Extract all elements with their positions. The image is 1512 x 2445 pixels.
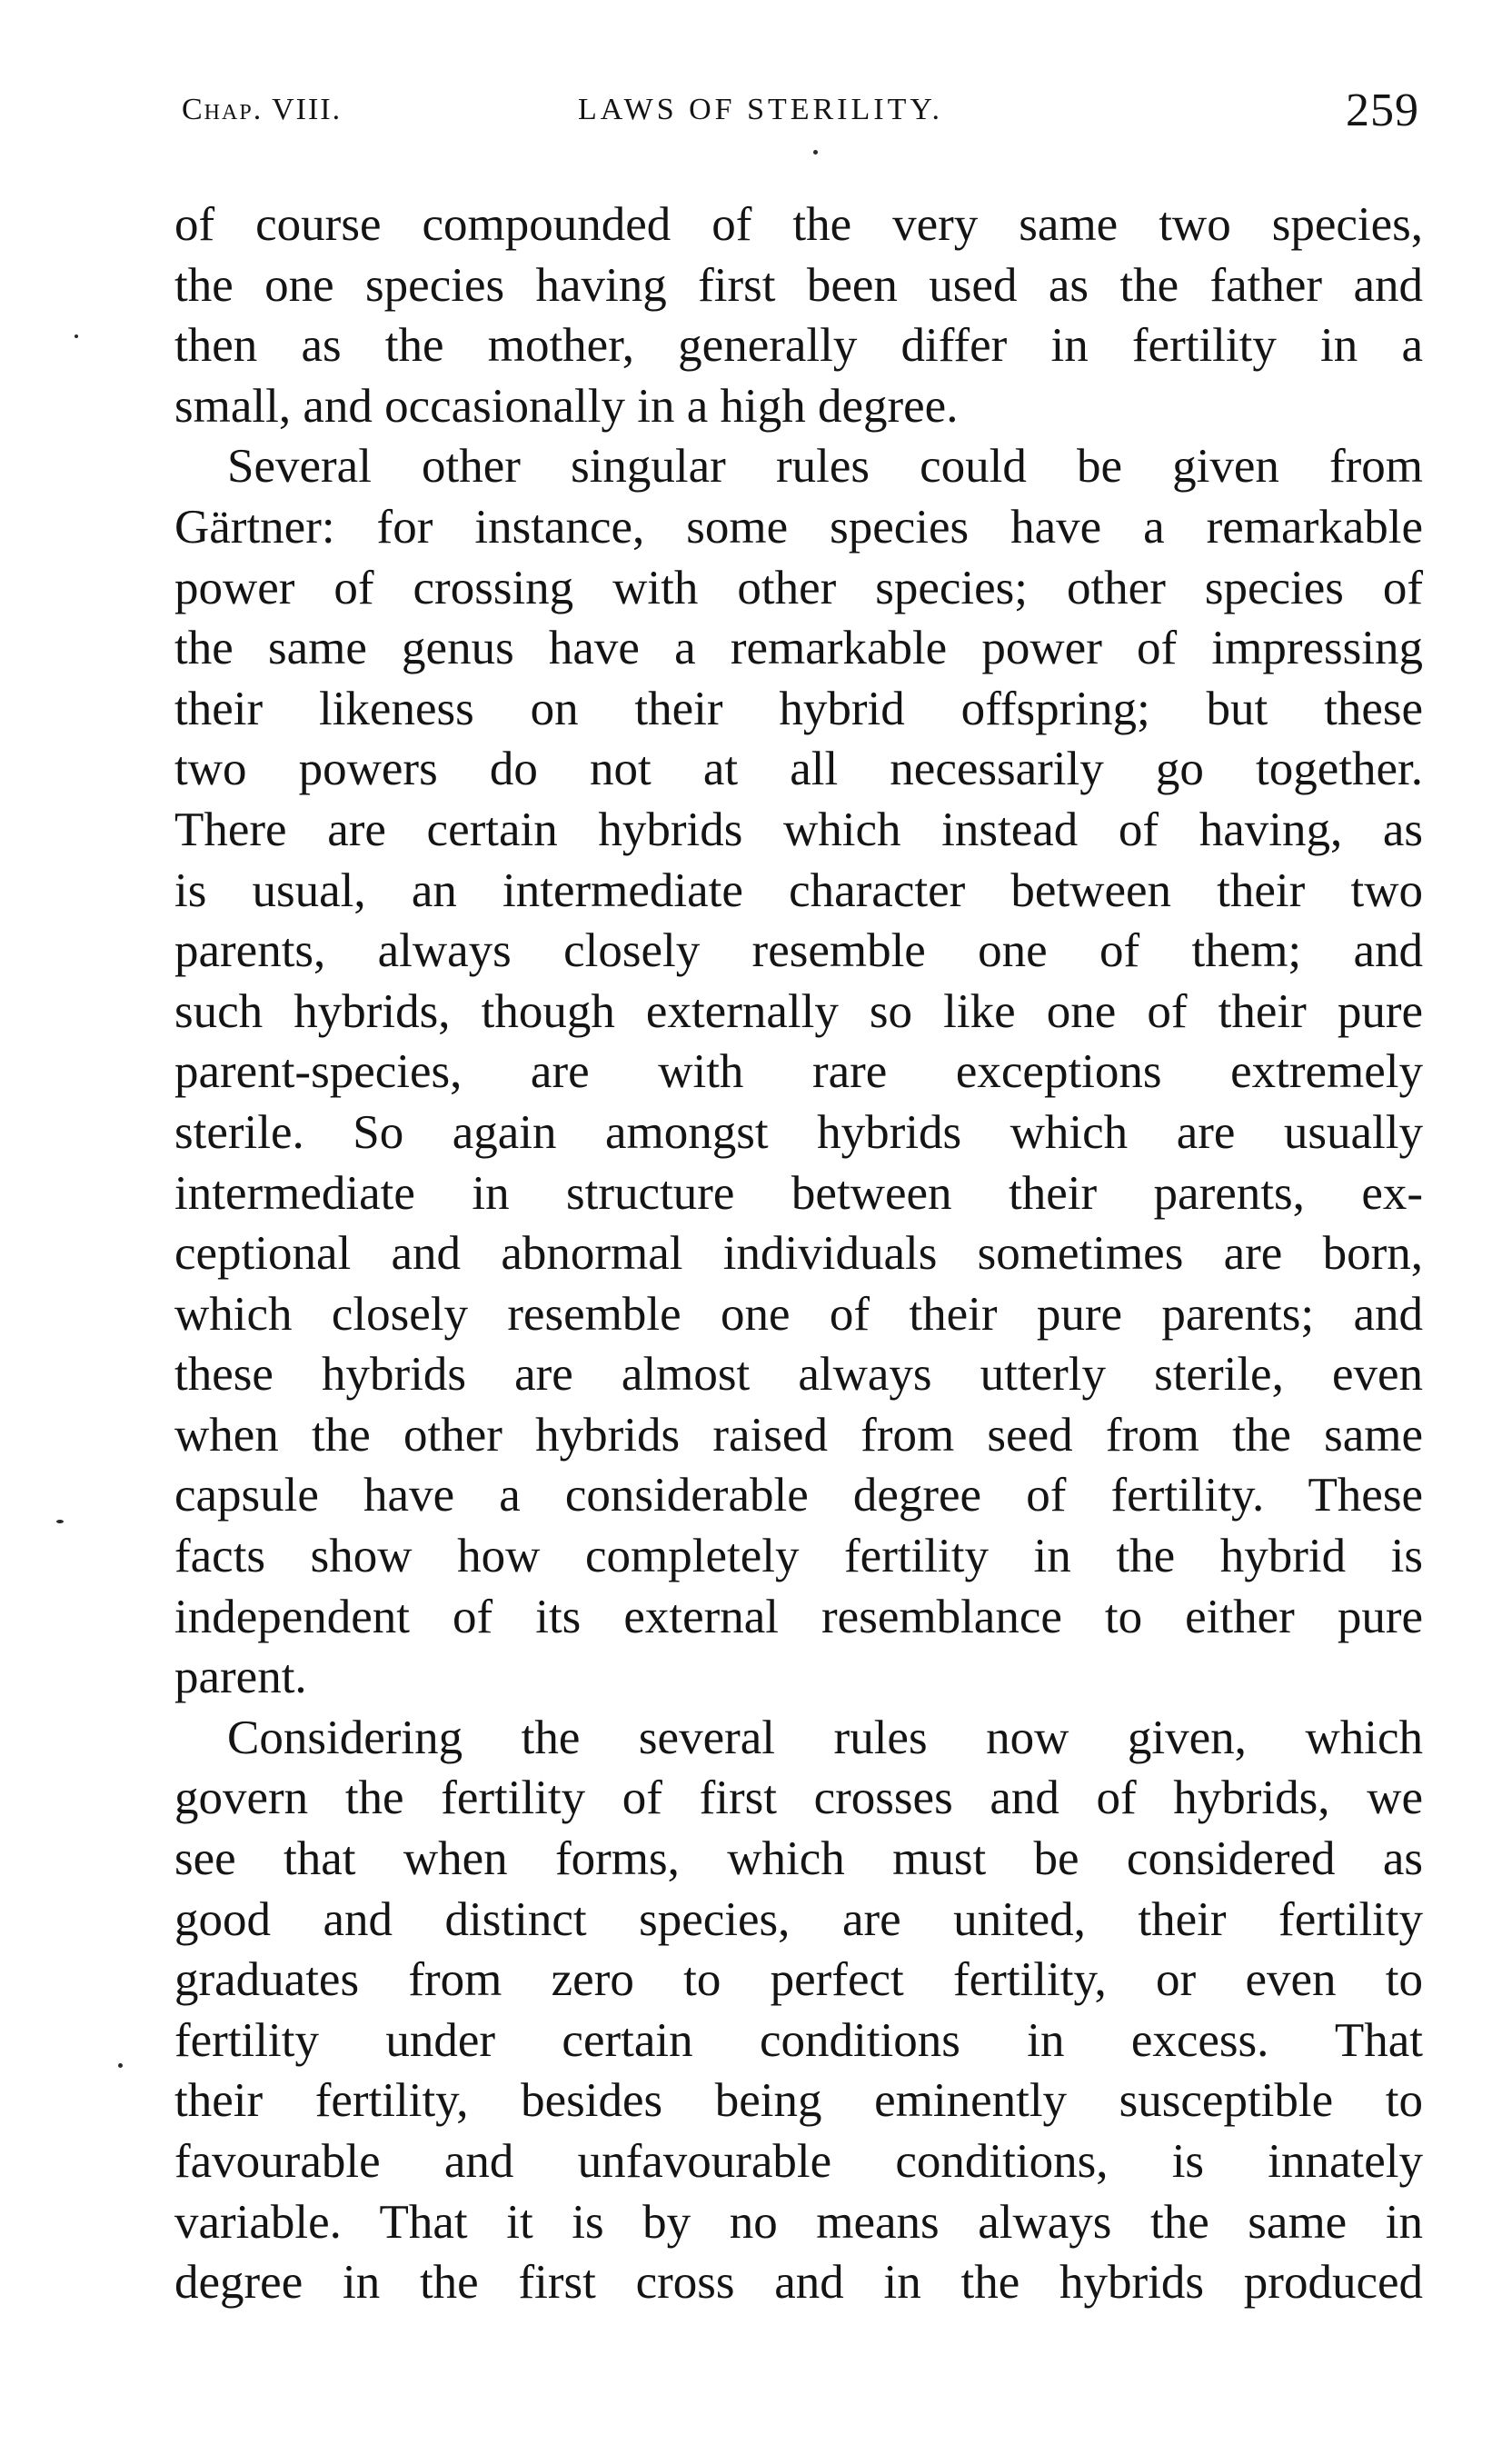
text-line: when the other hybrids raised from seed from the same [174,1408,1423,1462]
text-line: fertility under certain conditions in excess. That [174,2013,1423,2067]
text-line: graduates from zero to perfect fertility, or even to [174,1953,1423,2007]
text-line: capsule have a considerable degree of fertility. These [174,1469,1423,1522]
text-line: parent. [174,1651,307,1704]
text-line: see that when forms, which must be considered as [174,1832,1423,1886]
text-line: good and distinct species, are united, their fertility [174,1892,1423,1946]
text-line: govern the fertility of first crosses and of hybrids, we [174,1771,1423,1825]
text-line: is usual, an intermediate character between their two [174,863,1423,917]
text-line: the same genus have a remarkable power of impressing [174,622,1423,675]
text-line: There are certain hybrids which instead of having, as [174,803,1423,856]
margin-speck [813,150,818,155]
text-line: such hybrids, though externally so like one of their pure [174,984,1423,1038]
text-line: which closely resemble one of their pure parents; and [174,1287,1423,1341]
margin-speck [56,1520,64,1523]
text-line: power of crossing with other species; other species of [174,561,1423,614]
chapter-label: Chap. VIII. [182,93,343,126]
text-line: independent of its external resemblance to either pure [174,1590,1423,1643]
text-line: parent-species, are with rare exceptions extremely [174,1045,1423,1099]
text-line: intermediate in structure between their parents, ex- [174,1166,1423,1220]
text-line: ceptional and abnormal individuals sometimes are born, [174,1227,1423,1281]
page-number: 259 [1346,85,1419,136]
text-line: degree in the first cross and in the hybrids produced [174,2256,1423,2310]
margin-speck [75,334,78,338]
text-line: favourable and unfavourable conditions, is innately [174,2135,1423,2188]
text-line: Gärtner: for instance, some species have a remarkable [174,500,1423,554]
text-line: these hybrids are almost always utterly sterile, even [174,1348,1423,1402]
text-line: sterile. So again amongst hybrids which are usually [174,1105,1423,1159]
margin-speck [118,2063,123,2068]
running-head [182,84,1419,138]
text-line: the one species having first been used as the father and [174,258,1423,312]
text-line: two powers do not at all necessarily go together. [174,743,1423,796]
text-line: facts show how completely fertility in the hybrid is [174,1530,1423,1583]
text-line: small, and occasionally in a high degree. [174,379,959,433]
text-line: their likeness on their hybrid offspring; but these [174,682,1423,735]
text-line: variable. That it is by no means always the same in [174,2195,1423,2249]
body-text [174,195,1423,2313]
text-line: then as the mother, generally differ in fertility in a [174,319,1423,373]
text-line: their fertility, besides being eminently susceptible to [174,2074,1423,2128]
chapter-title: LAWS OF STERILITY. [578,93,944,126]
text-line: Several other singular rules could be given from [227,440,1423,494]
text-line: Considering the several rules now given, which [227,1711,1423,1764]
text-line: of course compounded of the very same two species, [174,198,1423,251]
text-line: parents, always closely resemble one of them; and [174,924,1423,978]
